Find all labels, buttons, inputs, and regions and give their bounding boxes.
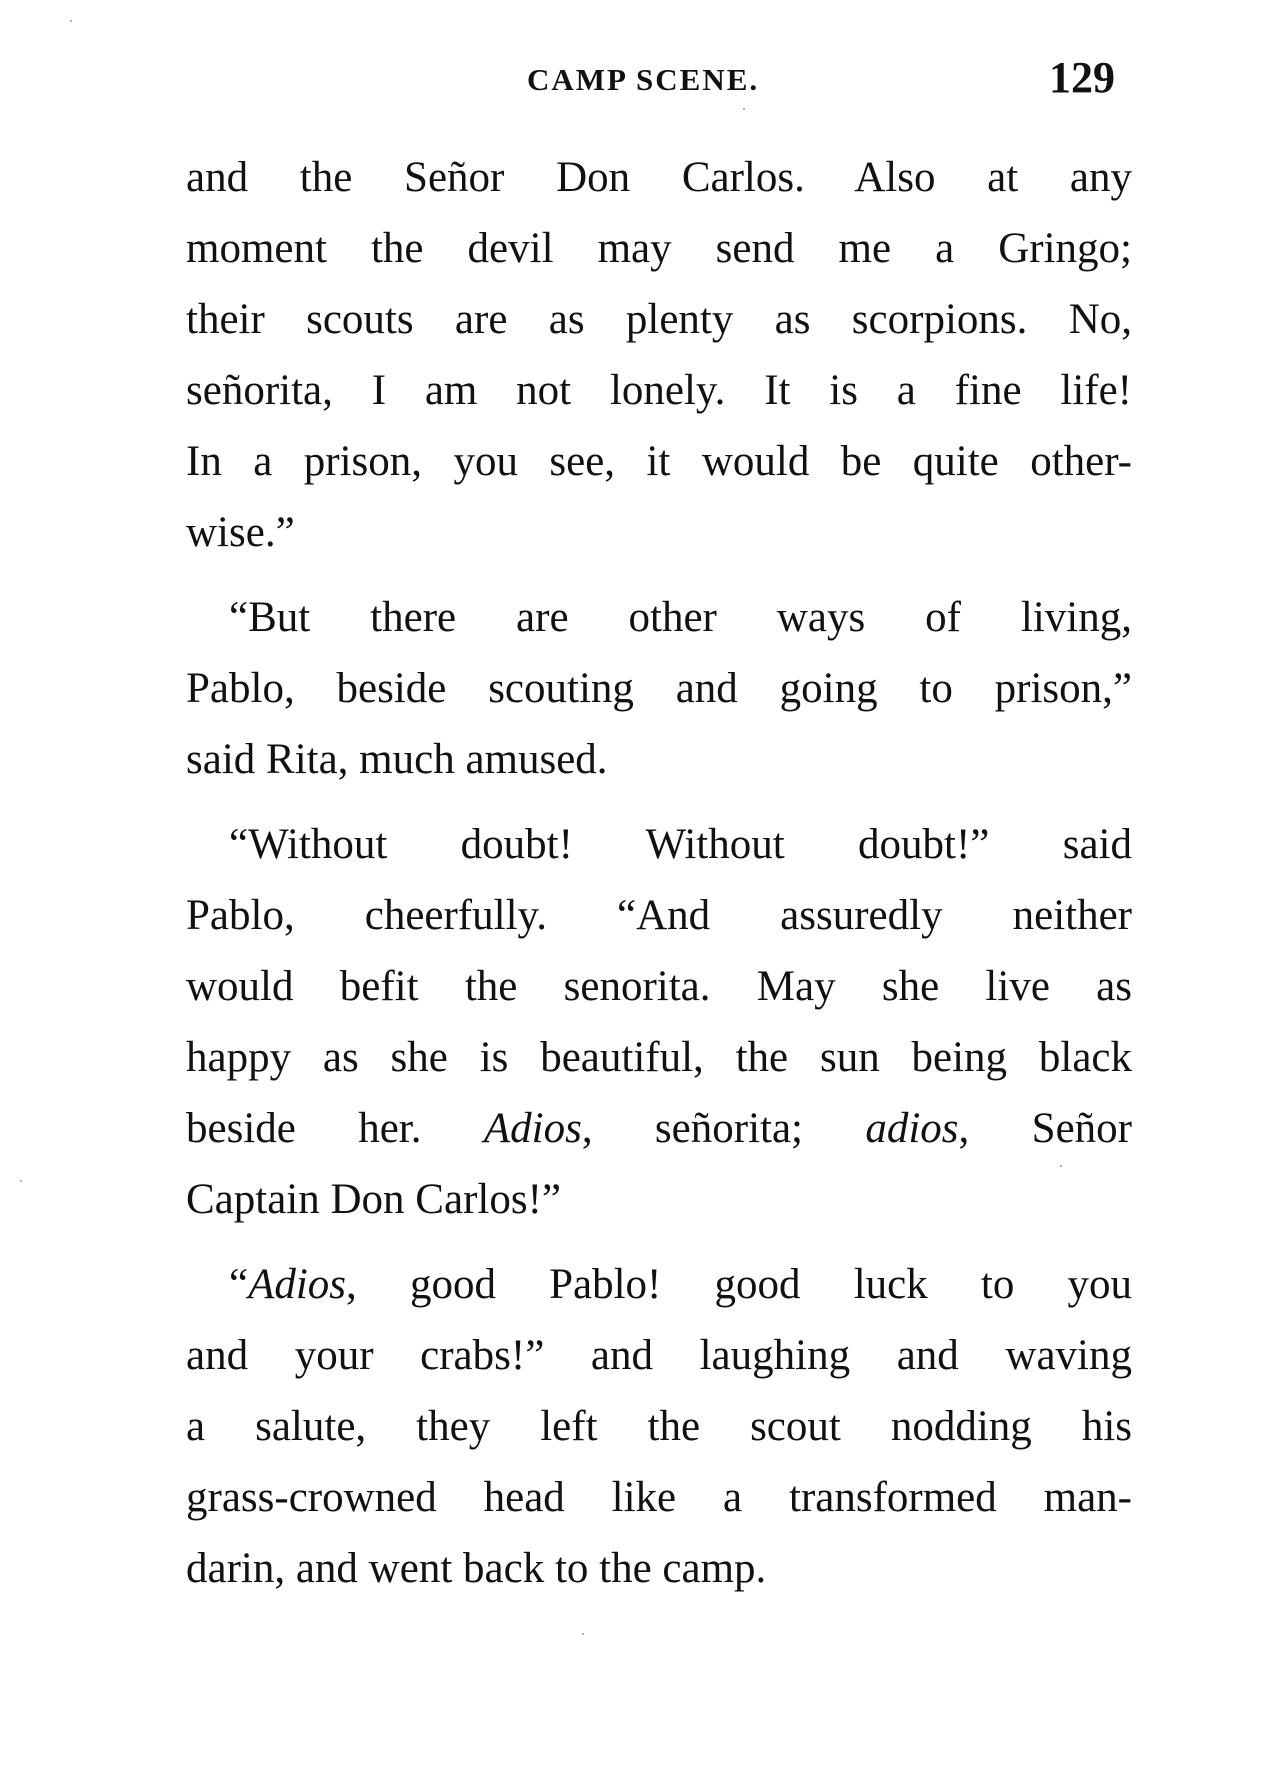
scan-speck bbox=[743, 108, 745, 110]
text-line bbox=[186, 1249, 1132, 1320]
text-line bbox=[186, 1533, 1132, 1604]
text-run: moment the devil may send me a Gringo; bbox=[186, 225, 1132, 272]
text-line bbox=[186, 1320, 1132, 1391]
text-line bbox=[186, 142, 1132, 213]
text-run: Pablo, beside scouting and going to prison,” bbox=[186, 665, 1132, 712]
paragraph bbox=[186, 582, 1132, 795]
running-head bbox=[0, 52, 1285, 112]
text-line bbox=[186, 284, 1132, 355]
text-run: and the Señor Don Carlos. Also at any bbox=[186, 154, 1132, 201]
paragraph bbox=[186, 142, 1132, 568]
text-run: “Without doubt! Without doubt!” said bbox=[229, 821, 1132, 868]
text-line bbox=[186, 497, 1132, 568]
text-run: a salute, they left the scout nodding his bbox=[186, 1403, 1132, 1450]
text-line bbox=[186, 213, 1132, 284]
text-run: wise.” bbox=[186, 509, 295, 556]
text-run: and your crabs!” and laughing and waving bbox=[186, 1332, 1132, 1379]
scan-speck bbox=[1060, 1165, 1062, 1167]
text-run: señorita, I am not lonely. It is a fine life! bbox=[186, 367, 1132, 414]
text-line bbox=[186, 426, 1132, 497]
text-line bbox=[186, 809, 1132, 880]
text-line bbox=[186, 880, 1132, 951]
running-title: CAMP SCENE. bbox=[527, 62, 760, 97]
paragraph bbox=[186, 809, 1132, 1235]
text-run: beside her. bbox=[186, 1105, 484, 1152]
text-run: Captain Don Carlos!” bbox=[186, 1176, 561, 1223]
text-run: “ bbox=[229, 1261, 249, 1308]
scan-speck bbox=[20, 1180, 22, 1182]
text-run: their scouts are as plenty as scorpions. No, bbox=[186, 296, 1132, 343]
text-line bbox=[186, 951, 1132, 1022]
text-line bbox=[186, 582, 1132, 653]
text-run: grass-crowned head like a transformed man- bbox=[186, 1474, 1132, 1521]
body-text bbox=[186, 142, 1132, 1604]
italic-run: Adios bbox=[248, 1261, 347, 1308]
text-run: “But there are other ways of living, bbox=[229, 594, 1132, 641]
text-run: Pablo, cheerfully. “And assuredly neither bbox=[186, 892, 1132, 939]
scan-speck bbox=[582, 1633, 584, 1635]
text-line bbox=[186, 1022, 1132, 1093]
text-line bbox=[186, 1462, 1132, 1533]
text-run: , Señor bbox=[958, 1105, 1132, 1152]
text-line bbox=[186, 724, 1132, 795]
paragraph bbox=[186, 1249, 1132, 1604]
italic-run: adios bbox=[865, 1105, 959, 1152]
text-line bbox=[186, 1164, 1132, 1235]
text-run: , good Pablo! good luck to you bbox=[346, 1261, 1132, 1308]
text-line bbox=[186, 1391, 1132, 1462]
text-run: said Rita, much amused. bbox=[186, 736, 608, 783]
italic-run: Adios bbox=[483, 1105, 582, 1152]
text-line bbox=[186, 653, 1132, 724]
text-line bbox=[186, 1093, 1132, 1164]
text-run: happy as she is beautiful, the sun being black bbox=[186, 1034, 1132, 1081]
text-line bbox=[186, 355, 1132, 426]
text-run: would befit the senorita. May she live as bbox=[186, 963, 1132, 1010]
page-number: 129 bbox=[1049, 53, 1115, 102]
text-run: In a prison, you see, it would be quite other- bbox=[186, 438, 1132, 485]
scan-speck bbox=[70, 20, 72, 22]
text-run: darin, and went back to the camp. bbox=[186, 1545, 767, 1592]
text-run: , señorita; bbox=[581, 1105, 866, 1152]
